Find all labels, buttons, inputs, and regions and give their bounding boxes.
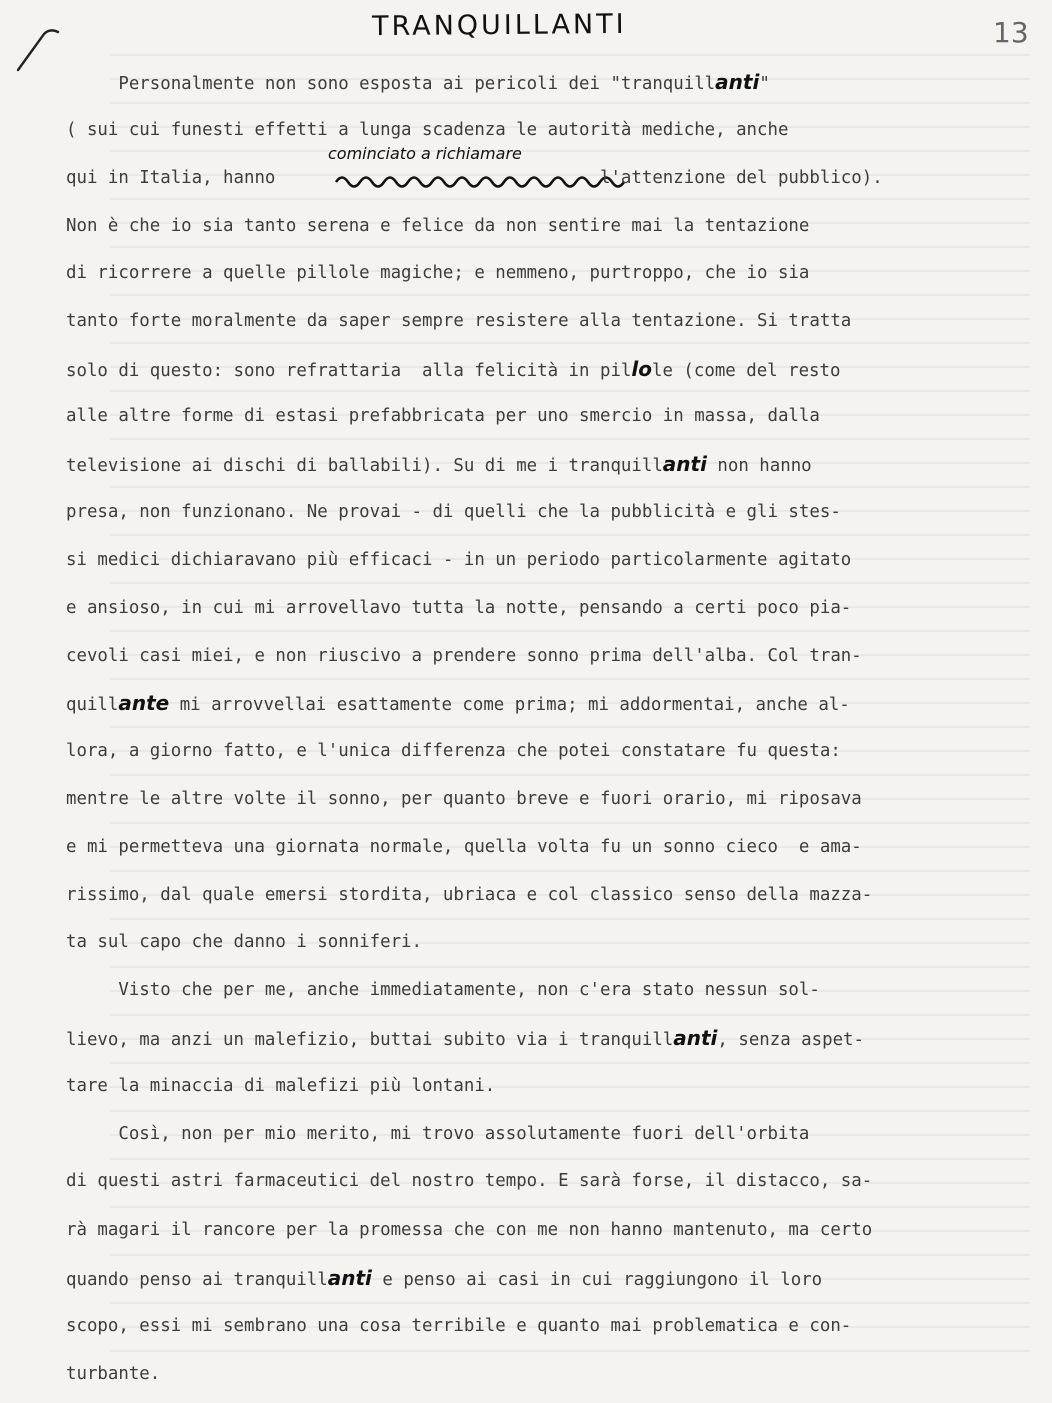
typed-text: rà magari il rancore per la promessa che con me non hanno mantenuto, ma certo bbox=[66, 1220, 873, 1240]
typed-text: lievo, ma anzi un malefizio, buttai subito via i tranquill bbox=[66, 1030, 674, 1050]
typed-text: quando penso ai tranquill bbox=[66, 1270, 328, 1290]
text-line bbox=[66, 502, 1036, 522]
typed-text: ta sul capo che danno i sonniferi. bbox=[66, 932, 422, 952]
handwritten-correction: ante bbox=[118, 691, 170, 715]
typed-text: si medici dichiaravano più efficaci - in un periodo particolarmente agitato bbox=[66, 550, 852, 570]
typed-text: mentre le altre volte il sonno, per quanto breve e fuori orario, mi riposava bbox=[66, 789, 862, 809]
typed-text: non hanno bbox=[706, 456, 812, 476]
text-line bbox=[66, 311, 1036, 331]
typed-text: rissimo, dal quale emersi stordita, ubriaca e col classico senso della mazza- bbox=[66, 885, 873, 905]
typed-text: Visto che per me, anche immediatamente, non c'era stato nessun sol- bbox=[66, 980, 820, 1000]
text-line bbox=[66, 980, 1036, 1000]
text-line bbox=[66, 741, 1036, 761]
text-line bbox=[66, 789, 1036, 809]
typed-text: Così, non per mio merito, mi trovo assolutamente fuori dell'orbita bbox=[66, 1124, 810, 1144]
text-line bbox=[66, 1220, 1036, 1240]
typed-text: alle altre forme di estasi prefabbricata per uno smercio in massa, dalla bbox=[66, 406, 820, 426]
text-line bbox=[66, 216, 1036, 236]
page-number: 13 bbox=[993, 16, 1029, 49]
typed-text: lora, a giorno fatto, e l'unica differenza che potei constatare fu questa: bbox=[66, 741, 841, 761]
typed-text: solo di questo: sono refrattaria alla felicità in pil bbox=[66, 361, 632, 381]
text-line bbox=[66, 406, 1036, 426]
text-line bbox=[66, 693, 1036, 715]
text-line bbox=[66, 550, 1036, 570]
typed-text: e ansioso, in cui mi arrovellavo tutta la notte, pensando a certi poco pia- bbox=[66, 598, 852, 618]
text-line bbox=[66, 168, 1036, 188]
typed-text: scopo, essi mi sembrano una cosa terribile e quanto mai problematica e con- bbox=[66, 1316, 852, 1336]
typed-text: quill bbox=[66, 695, 119, 715]
text-line bbox=[66, 1028, 1036, 1050]
typed-text: e penso ai casi in cui raggiungono il loro bbox=[371, 1270, 823, 1290]
typed-text: qui in Italia, hanno l'attenzione del pubblico). bbox=[66, 168, 883, 188]
handwritten-correction: anti bbox=[327, 1266, 372, 1290]
typed-text: " bbox=[759, 74, 770, 94]
pen-slash-mark bbox=[14, 26, 62, 74]
typed-text: cevoli casi miei, e non riuscivo a prendere sonno prima dell'alba. Col tran- bbox=[66, 646, 862, 666]
text-line bbox=[66, 359, 1036, 381]
typed-text: turbante. bbox=[66, 1364, 161, 1384]
typed-text: ( sui cui funesti effetti a lunga scadenza le autorità mediche, anche bbox=[66, 120, 789, 140]
typed-text: presa, non funzionano. Ne provai - di quelli che la pubblicità e gli stes- bbox=[66, 502, 841, 522]
text-line bbox=[66, 1076, 1036, 1096]
text-line bbox=[66, 1364, 1036, 1384]
handwritten-correction: anti bbox=[673, 1026, 718, 1050]
text-line bbox=[66, 454, 1036, 476]
text-line bbox=[66, 1268, 1036, 1290]
text-line bbox=[66, 1171, 1036, 1191]
typed-text: tanto forte moralmente da saper sempre resistere alla tentazione. Si tratta bbox=[66, 311, 852, 331]
text-line bbox=[66, 837, 1036, 857]
handwritten-correction: anti bbox=[662, 452, 707, 476]
typed-text: di ricorrere a quelle pillole magiche; e nemmeno, purtroppo, che io sia bbox=[66, 263, 810, 283]
handwritten-correction: lo bbox=[631, 357, 652, 381]
typed-text: mi arrovvellai esattamente come prima; mi addormentai, anche al- bbox=[169, 695, 850, 715]
typed-text: tare la minaccia di malefizi più lontani. bbox=[66, 1076, 496, 1096]
typed-text: televisione ai dischi di ballabili). Su di me i tranquill bbox=[66, 456, 663, 476]
handwritten-correction: anti bbox=[715, 70, 760, 94]
text-line bbox=[66, 1316, 1036, 1336]
text-line bbox=[66, 598, 1036, 618]
text-line bbox=[66, 885, 1036, 905]
typed-text: Personalmente non sono esposta ai pericoli dei "tranquill bbox=[66, 74, 716, 94]
typed-text: e mi permetteva una giornata normale, quella volta fu un sonno cieco e ama- bbox=[66, 837, 862, 857]
typed-text: Non è che io sia tanto serena e felice da non sentire mai la tentazione bbox=[66, 216, 810, 236]
typed-text: di questi astri farmaceutici del nostro tempo. E sarà forse, il distacco, sa- bbox=[66, 1171, 873, 1191]
typed-text: , senza aspet- bbox=[717, 1030, 865, 1050]
text-line bbox=[66, 72, 1036, 94]
text-line bbox=[66, 646, 1036, 666]
page-title: TRANQUILLANTI bbox=[371, 8, 627, 43]
text-line bbox=[66, 120, 1036, 140]
text-line bbox=[66, 932, 1036, 952]
text-line bbox=[66, 1124, 1036, 1144]
typed-text: le (come del resto bbox=[652, 361, 841, 381]
text-line bbox=[66, 263, 1036, 283]
handwritten-insertion: cominciato a richiamare bbox=[328, 144, 522, 163]
